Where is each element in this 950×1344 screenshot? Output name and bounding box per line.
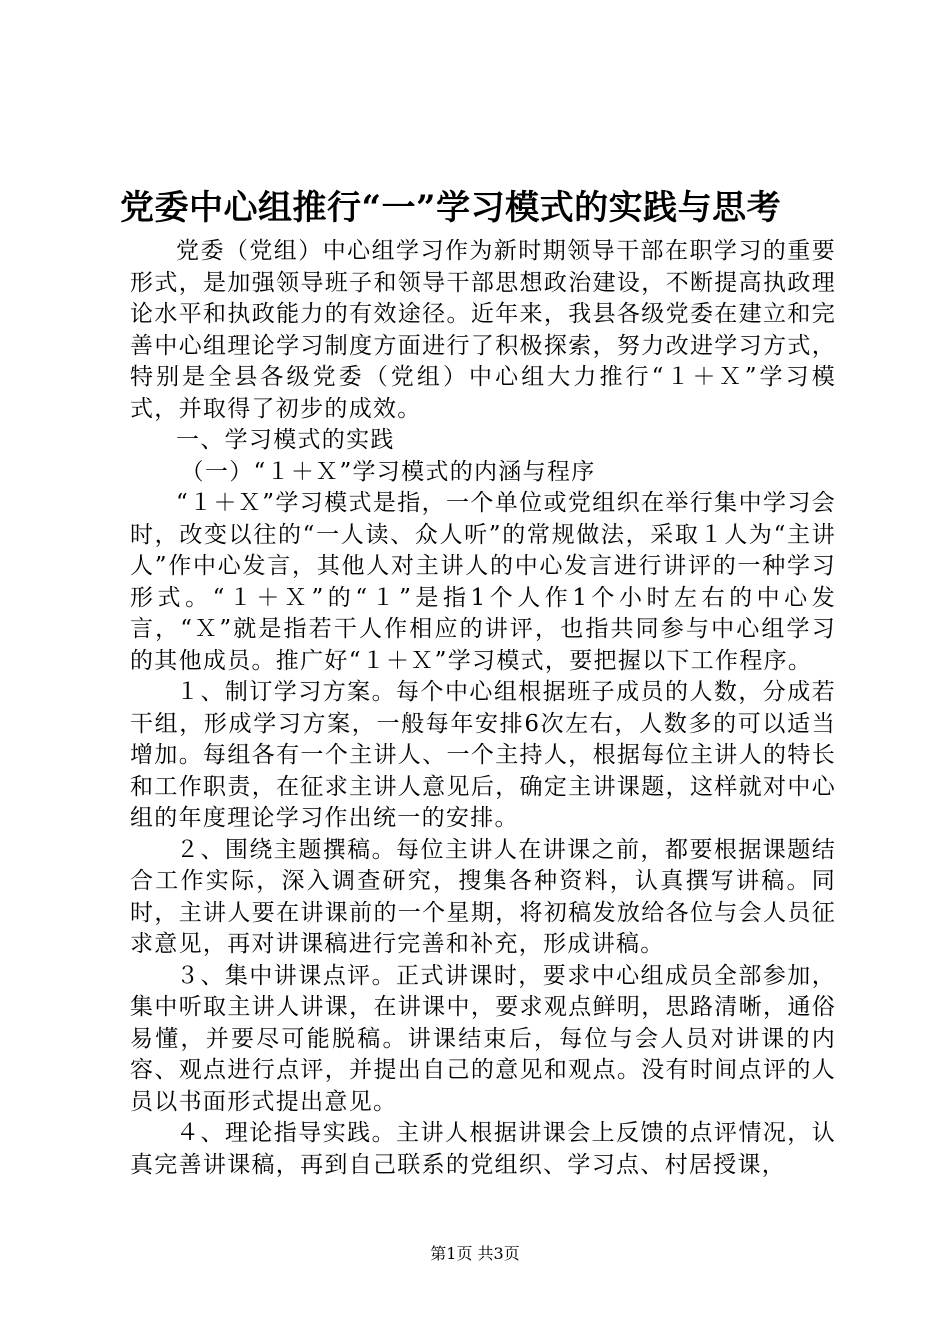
section-heading: 一、学习模式的实践	[176, 427, 395, 453]
body-paragraph: ４、理论指导实践。主讲人根据讲课会上反馈的点评情况，认真完善讲课稿，再到自己联系的党组织、学习点、村居授课，	[130, 1120, 836, 1178]
intro-paragraph: 党委（党组）中心组学习作为新时期领导干部在职学习的重要形式，是加强领导班子和领导干部思想政治建设，不断提高执政理论水平和执政能力的有效途径。近年来，我县各级党委在建立和完善中心组理论学习制度方面进行了积极探索，努力改进学习方式，特别是全县各级党委（党组）中心组大力推行“１＋Ｘ”学习模式，并取得了初步的成效。	[130, 238, 836, 422]
subsection-heading: （一）“１＋Ｘ”学习模式的内涵与程序	[180, 458, 596, 485]
body-paragraph: ２、围绕主题撰稿。每位主讲人在讲课之前，都要根据课题结合工作实际，深入调查研究，搜集各种资料，认真撰写讲稿。同时，主讲人要在讲课前的一个星期，将初稿发放给各位与会人员征求意见，再对讲课稿进行完善和补充，形成讲稿。	[130, 836, 836, 957]
document-body	[130, 236, 836, 1181]
document-title: 党委中心组推行“一”学习模式的实践与思考	[120, 188, 782, 228]
body-paragraph: １、制订学习方案。每个中心组根据班子成员的人数，分成若干组，形成学习方案，一般每年安排6次左右，人数多的可以适当增加。每组各有一个主讲人、一个主持人，根据每位主讲人的特长和工作职责，在征求主讲人意见后，确定主讲课题，这样就对中心组的年度理论学习作出统一的安排。	[130, 679, 836, 831]
body-paragraph: ３、集中讲课点评。正式讲课时，要求中心组成员全部参加，集中听取主讲人讲课，在讲课中，要求观点鲜明，思路清晰，通俗易懂，并要尽可能脱稿。讲课结束后，每位与会人员对讲课的内容、观点进行点评，并提出自己的意见和观点。没有时间点评的人员以书面形式提出意见。	[130, 962, 836, 1115]
body-paragraph: “１＋Ｘ”学习模式是指，一个单位或党组织在举行集中学习会时，改变以往的“一人读、众人听”的常规做法，采取１人为“主讲人”作中心发言，其他人对主讲人的中心发言进行讲评的一种学习形式。“１＋Ｘ”的“１”是指1个人作1个小时左右的中心发言，“Ｘ”就是指若干人作相应的讲评，也指共同参与中心组学习的其他成员。推广好“１＋Ｘ”学习模式，要把握以下工作程序。	[130, 490, 836, 674]
page-footer: 第1页 共3页	[430, 1244, 520, 1263]
